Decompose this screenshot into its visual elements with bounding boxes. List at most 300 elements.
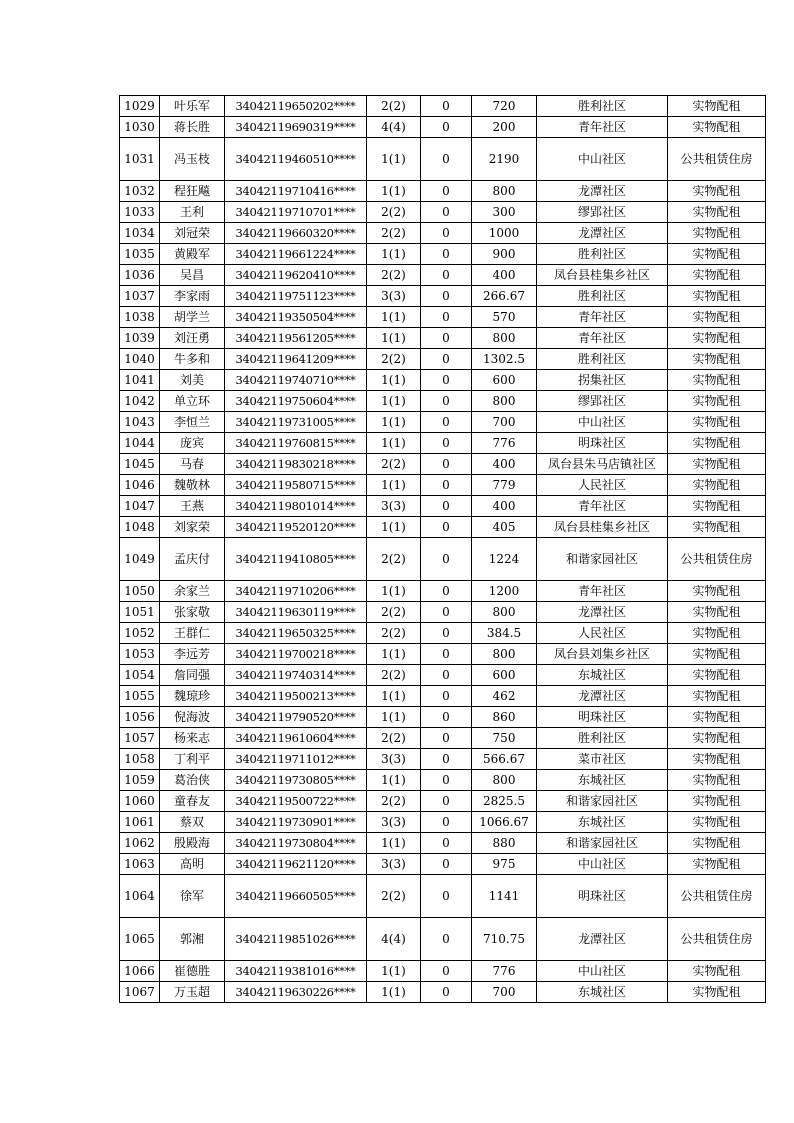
- row-number-cell: 1037: [120, 286, 160, 307]
- community-cell: 东城社区: [537, 982, 668, 1003]
- row-number-cell: 1052: [120, 623, 160, 644]
- id-number-cell: 34042119460510****: [225, 138, 367, 181]
- zero-value-cell: 0: [421, 707, 472, 728]
- community-cell: 龙潭社区: [537, 223, 668, 244]
- name-cell: 刘美: [160, 370, 225, 391]
- table-row: [120, 117, 766, 138]
- community-cell: 明珠社区: [537, 433, 668, 454]
- row-number-cell: 1045: [120, 454, 160, 475]
- allocation-type-cell: 实物配租: [668, 770, 766, 791]
- id-number-cell: 34042119610604****: [225, 728, 367, 749]
- row-number-cell: 1034: [120, 223, 160, 244]
- name-cell: 魏敬林: [160, 475, 225, 496]
- name-cell: 庞宾: [160, 433, 225, 454]
- name-cell: 刘冠荣: [160, 223, 225, 244]
- zero-value-cell: 0: [421, 433, 472, 454]
- household-size-cell: 1(1): [367, 433, 421, 454]
- amount-cell: 900: [472, 244, 537, 265]
- community-cell: 和谐家园社区: [537, 833, 668, 854]
- table-row: [120, 961, 766, 982]
- table-row: [120, 223, 766, 244]
- amount-cell: 2190: [472, 138, 537, 181]
- allocation-type-cell: 实物配租: [668, 665, 766, 686]
- household-size-cell: 2(2): [367, 202, 421, 223]
- id-number-cell: 34042119710701****: [225, 202, 367, 223]
- zero-value-cell: 0: [421, 349, 472, 370]
- table-row: [120, 370, 766, 391]
- amount-cell: 400: [472, 265, 537, 286]
- amount-cell: 200: [472, 117, 537, 138]
- household-size-cell: 2(2): [367, 96, 421, 117]
- household-size-cell: 2(2): [367, 791, 421, 812]
- table-row: [120, 749, 766, 770]
- zero-value-cell: 0: [421, 454, 472, 475]
- row-number-cell: 1050: [120, 581, 160, 602]
- amount-cell: 700: [472, 412, 537, 433]
- community-cell: 人民社区: [537, 623, 668, 644]
- amount-cell: 384.5: [472, 623, 537, 644]
- amount-cell: 1200: [472, 581, 537, 602]
- amount-cell: 266.67: [472, 286, 537, 307]
- row-number-cell: 1031: [120, 138, 160, 181]
- community-cell: 胜利社区: [537, 96, 668, 117]
- community-cell: 中山社区: [537, 412, 668, 433]
- household-size-cell: 1(1): [367, 644, 421, 665]
- zero-value-cell: 0: [421, 496, 472, 517]
- name-cell: 丁利平: [160, 749, 225, 770]
- table-row: [120, 581, 766, 602]
- amount-cell: 800: [472, 602, 537, 623]
- table-row: [120, 728, 766, 749]
- name-cell: 詹同强: [160, 665, 225, 686]
- row-number-cell: 1065: [120, 918, 160, 961]
- table-row: [120, 181, 766, 202]
- id-number-cell: 34042119661224****: [225, 244, 367, 265]
- household-size-cell: 4(4): [367, 117, 421, 138]
- community-cell: 凤台县刘集乡社区: [537, 644, 668, 665]
- household-size-cell: 1(1): [367, 328, 421, 349]
- name-cell: 蒋长胜: [160, 117, 225, 138]
- amount-cell: 2825.5: [472, 791, 537, 812]
- allocation-type-cell: 实物配租: [668, 833, 766, 854]
- row-number-cell: 1033: [120, 202, 160, 223]
- name-cell: 崔德胜: [160, 961, 225, 982]
- community-cell: 胜利社区: [537, 286, 668, 307]
- household-size-cell: 1(1): [367, 391, 421, 412]
- allocation-type-cell: 实物配租: [668, 433, 766, 454]
- zero-value-cell: 0: [421, 812, 472, 833]
- amount-cell: 566.67: [472, 749, 537, 770]
- id-number-cell: 34042119730804****: [225, 833, 367, 854]
- id-number-cell: 34042119790520****: [225, 707, 367, 728]
- name-cell: 殷殿海: [160, 833, 225, 854]
- community-cell: 东城社区: [537, 770, 668, 791]
- amount-cell: 720: [472, 96, 537, 117]
- allocation-type-cell: 实物配租: [668, 117, 766, 138]
- household-size-cell: 1(1): [367, 770, 421, 791]
- name-cell: 李远芳: [160, 644, 225, 665]
- zero-value-cell: 0: [421, 138, 472, 181]
- household-size-cell: 1(1): [367, 707, 421, 728]
- zero-value-cell: 0: [421, 475, 472, 496]
- id-number-cell: 34042119801014****: [225, 496, 367, 517]
- amount-cell: 300: [472, 202, 537, 223]
- amount-cell: 1141: [472, 875, 537, 918]
- household-size-cell: 2(2): [367, 454, 421, 475]
- community-cell: 中山社区: [537, 854, 668, 875]
- zero-value-cell: 0: [421, 749, 472, 770]
- community-cell: 菜市社区: [537, 749, 668, 770]
- household-size-cell: 1(1): [367, 517, 421, 538]
- allocation-type-cell: 实物配租: [668, 181, 766, 202]
- row-number-cell: 1040: [120, 349, 160, 370]
- zero-value-cell: 0: [421, 728, 472, 749]
- amount-cell: 1066.67: [472, 812, 537, 833]
- id-number-cell: 34042119750604****: [225, 391, 367, 412]
- zero-value-cell: 0: [421, 517, 472, 538]
- table-row: [120, 138, 766, 181]
- amount-cell: 1302.5: [472, 349, 537, 370]
- row-number-cell: 1066: [120, 961, 160, 982]
- zero-value-cell: 0: [421, 665, 472, 686]
- household-size-cell: 2(2): [367, 538, 421, 581]
- allocation-type-cell: 实物配租: [668, 749, 766, 770]
- allocation-type-cell: 实物配租: [668, 202, 766, 223]
- table-row: [120, 328, 766, 349]
- name-cell: 余家兰: [160, 581, 225, 602]
- row-number-cell: 1041: [120, 370, 160, 391]
- name-cell: 黄殿军: [160, 244, 225, 265]
- row-number-cell: 1051: [120, 602, 160, 623]
- name-cell: 万玉超: [160, 982, 225, 1003]
- id-number-cell: 34042119650325****: [225, 623, 367, 644]
- household-size-cell: 1(1): [367, 370, 421, 391]
- amount-cell: 462: [472, 686, 537, 707]
- zero-value-cell: 0: [421, 307, 472, 328]
- name-cell: 童春友: [160, 791, 225, 812]
- allocation-type-cell: 实物配租: [668, 475, 766, 496]
- community-cell: 明珠社区: [537, 707, 668, 728]
- id-number-cell: 34042119350504****: [225, 307, 367, 328]
- household-size-cell: 3(3): [367, 812, 421, 833]
- amount-cell: 400: [472, 454, 537, 475]
- zero-value-cell: 0: [421, 833, 472, 854]
- table-body: [120, 96, 766, 1003]
- id-number-cell: 34042119740710****: [225, 370, 367, 391]
- name-cell: 魏琼珍: [160, 686, 225, 707]
- row-number-cell: 1067: [120, 982, 160, 1003]
- table-row: [120, 349, 766, 370]
- community-cell: 凤台县桂集乡社区: [537, 517, 668, 538]
- zero-value-cell: 0: [421, 686, 472, 707]
- table-row: [120, 791, 766, 812]
- id-number-cell: 34042119620410****: [225, 265, 367, 286]
- id-number-cell: 34042119630226****: [225, 982, 367, 1003]
- community-cell: 胜利社区: [537, 728, 668, 749]
- name-cell: 吴昌: [160, 265, 225, 286]
- household-size-cell: 1(1): [367, 686, 421, 707]
- amount-cell: 750: [472, 728, 537, 749]
- name-cell: 倪海波: [160, 707, 225, 728]
- id-number-cell: 34042119710206****: [225, 581, 367, 602]
- amount-cell: 1000: [472, 223, 537, 244]
- row-number-cell: 1063: [120, 854, 160, 875]
- zero-value-cell: 0: [421, 265, 472, 286]
- zero-value-cell: 0: [421, 961, 472, 982]
- row-number-cell: 1058: [120, 749, 160, 770]
- id-number-cell: 34042119410805****: [225, 538, 367, 581]
- table-row: [120, 433, 766, 454]
- community-cell: 龙潭社区: [537, 686, 668, 707]
- zero-value-cell: 0: [421, 602, 472, 623]
- table-row: [120, 602, 766, 623]
- amount-cell: 779: [472, 475, 537, 496]
- allocation-type-cell: 实物配租: [668, 791, 766, 812]
- allocation-type-cell: 实物配租: [668, 307, 766, 328]
- zero-value-cell: 0: [421, 96, 472, 117]
- zero-value-cell: 0: [421, 412, 472, 433]
- id-number-cell: 34042119700218****: [225, 644, 367, 665]
- table-row: [120, 307, 766, 328]
- amount-cell: 1224: [472, 538, 537, 581]
- table-row: [120, 770, 766, 791]
- community-cell: 青年社区: [537, 581, 668, 602]
- amount-cell: 710.75: [472, 918, 537, 961]
- amount-cell: 800: [472, 328, 537, 349]
- table-row: [120, 244, 766, 265]
- table-row: [120, 854, 766, 875]
- id-number-cell: 34042119711012****: [225, 749, 367, 770]
- row-number-cell: 1060: [120, 791, 160, 812]
- table-row: [120, 665, 766, 686]
- row-number-cell: 1046: [120, 475, 160, 496]
- name-cell: 李家雨: [160, 286, 225, 307]
- household-size-cell: 3(3): [367, 749, 421, 770]
- allocation-type-cell: 实物配租: [668, 223, 766, 244]
- zero-value-cell: 0: [421, 370, 472, 391]
- community-cell: 青年社区: [537, 496, 668, 517]
- household-size-cell: 1(1): [367, 307, 421, 328]
- zero-value-cell: 0: [421, 791, 472, 812]
- zero-value-cell: 0: [421, 117, 472, 138]
- zero-value-cell: 0: [421, 223, 472, 244]
- row-number-cell: 1030: [120, 117, 160, 138]
- name-cell: 胡学兰: [160, 307, 225, 328]
- name-cell: 单立环: [160, 391, 225, 412]
- id-number-cell: 34042119730901****: [225, 812, 367, 833]
- table-row: [120, 538, 766, 581]
- table-row: [120, 707, 766, 728]
- row-number-cell: 1062: [120, 833, 160, 854]
- amount-cell: 776: [472, 433, 537, 454]
- id-number-cell: 34042119630119****: [225, 602, 367, 623]
- household-size-cell: 1(1): [367, 475, 421, 496]
- amount-cell: 800: [472, 644, 537, 665]
- household-size-cell: 2(2): [367, 602, 421, 623]
- household-size-cell: 1(1): [367, 181, 421, 202]
- allocation-type-cell: 实物配租: [668, 454, 766, 475]
- name-cell: 刘家荣: [160, 517, 225, 538]
- allocation-type-cell: 实物配租: [668, 728, 766, 749]
- id-number-cell: 34042119641209****: [225, 349, 367, 370]
- id-number-cell: 34042119580715****: [225, 475, 367, 496]
- row-number-cell: 1036: [120, 265, 160, 286]
- id-number-cell: 34042119650202****: [225, 96, 367, 117]
- household-size-cell: 2(2): [367, 728, 421, 749]
- row-number-cell: 1053: [120, 644, 160, 665]
- zero-value-cell: 0: [421, 202, 472, 223]
- allocation-type-cell: 实物配租: [668, 707, 766, 728]
- row-number-cell: 1061: [120, 812, 160, 833]
- allocation-type-cell: 公共租赁住房: [668, 538, 766, 581]
- zero-value-cell: 0: [421, 875, 472, 918]
- zero-value-cell: 0: [421, 623, 472, 644]
- name-cell: 王群仁: [160, 623, 225, 644]
- amount-cell: 600: [472, 370, 537, 391]
- id-number-cell: 34042119381016****: [225, 961, 367, 982]
- community-cell: 人民社区: [537, 475, 668, 496]
- row-number-cell: 1057: [120, 728, 160, 749]
- name-cell: 王利: [160, 202, 225, 223]
- id-number-cell: 34042119500213****: [225, 686, 367, 707]
- row-number-cell: 1049: [120, 538, 160, 581]
- table-row: [120, 202, 766, 223]
- row-number-cell: 1056: [120, 707, 160, 728]
- community-cell: 青年社区: [537, 328, 668, 349]
- allocation-type-cell: 实物配租: [668, 644, 766, 665]
- community-cell: 和谐家园社区: [537, 538, 668, 581]
- table-row: [120, 412, 766, 433]
- id-number-cell: 34042119760815****: [225, 433, 367, 454]
- household-size-cell: 1(1): [367, 833, 421, 854]
- id-number-cell: 34042119751123****: [225, 286, 367, 307]
- id-number-cell: 34042119621120****: [225, 854, 367, 875]
- row-number-cell: 1054: [120, 665, 160, 686]
- allocation-type-cell: 实物配租: [668, 961, 766, 982]
- amount-cell: 776: [472, 961, 537, 982]
- name-cell: 张家敬: [160, 602, 225, 623]
- community-cell: 明珠社区: [537, 875, 668, 918]
- table-row: [120, 918, 766, 961]
- table-row: [120, 812, 766, 833]
- community-cell: 龙潭社区: [537, 602, 668, 623]
- household-size-cell: 3(3): [367, 286, 421, 307]
- row-number-cell: 1039: [120, 328, 160, 349]
- allocation-type-cell: 实物配租: [668, 96, 766, 117]
- community-cell: 缪郢社区: [537, 202, 668, 223]
- row-number-cell: 1035: [120, 244, 160, 265]
- id-number-cell: 34042119660505****: [225, 875, 367, 918]
- table-row: [120, 286, 766, 307]
- name-cell: 冯玉枝: [160, 138, 225, 181]
- table-row: [120, 686, 766, 707]
- community-cell: 东城社区: [537, 812, 668, 833]
- table-row: [120, 833, 766, 854]
- name-cell: 程狂飚: [160, 181, 225, 202]
- amount-cell: 700: [472, 982, 537, 1003]
- name-cell: 叶乐军: [160, 96, 225, 117]
- id-number-cell: 34042119690319****: [225, 117, 367, 138]
- community-cell: 凤台县朱马店镇社区: [537, 454, 668, 475]
- row-number-cell: 1055: [120, 686, 160, 707]
- table-row: [120, 875, 766, 918]
- id-number-cell: 34042119561205****: [225, 328, 367, 349]
- household-size-cell: 1(1): [367, 138, 421, 181]
- amount-cell: 405: [472, 517, 537, 538]
- zero-value-cell: 0: [421, 244, 472, 265]
- allocation-type-cell: 实物配租: [668, 244, 766, 265]
- table-row: [120, 644, 766, 665]
- table-row: [120, 623, 766, 644]
- allocation-type-cell: 实物配租: [668, 391, 766, 412]
- community-cell: 胜利社区: [537, 349, 668, 370]
- row-number-cell: 1047: [120, 496, 160, 517]
- amount-cell: 570: [472, 307, 537, 328]
- zero-value-cell: 0: [421, 854, 472, 875]
- allocation-type-cell: 实物配租: [668, 265, 766, 286]
- allocation-type-cell: 实物配租: [668, 602, 766, 623]
- household-size-cell: 3(3): [367, 854, 421, 875]
- allocation-type-cell: 实物配租: [668, 686, 766, 707]
- household-size-cell: 1(1): [367, 961, 421, 982]
- community-cell: 东城社区: [537, 665, 668, 686]
- allocation-type-cell: 实物配租: [668, 517, 766, 538]
- id-number-cell: 34042119710416****: [225, 181, 367, 202]
- row-number-cell: 1048: [120, 517, 160, 538]
- table-row: [120, 496, 766, 517]
- community-cell: 青年社区: [537, 307, 668, 328]
- amount-cell: 800: [472, 181, 537, 202]
- name-cell: 葛治侠: [160, 770, 225, 791]
- id-number-cell: 34042119660320****: [225, 223, 367, 244]
- community-cell: 龙潭社区: [537, 918, 668, 961]
- community-cell: 胜利社区: [537, 244, 668, 265]
- household-size-cell: 1(1): [367, 244, 421, 265]
- household-size-cell: 3(3): [367, 496, 421, 517]
- household-size-cell: 2(2): [367, 265, 421, 286]
- row-number-cell: 1044: [120, 433, 160, 454]
- zero-value-cell: 0: [421, 538, 472, 581]
- zero-value-cell: 0: [421, 328, 472, 349]
- amount-cell: 600: [472, 665, 537, 686]
- id-number-cell: 34042119730805****: [225, 770, 367, 791]
- table-row: [120, 475, 766, 496]
- table-row: [120, 454, 766, 475]
- name-cell: 王燕: [160, 496, 225, 517]
- id-number-cell: 34042119851026****: [225, 918, 367, 961]
- zero-value-cell: 0: [421, 918, 472, 961]
- allocation-type-cell: 实物配租: [668, 328, 766, 349]
- zero-value-cell: 0: [421, 181, 472, 202]
- household-size-cell: 2(2): [367, 665, 421, 686]
- household-size-cell: 2(2): [367, 623, 421, 644]
- zero-value-cell: 0: [421, 770, 472, 791]
- household-size-cell: 2(2): [367, 349, 421, 370]
- household-size-cell: 4(4): [367, 918, 421, 961]
- household-size-cell: 2(2): [367, 223, 421, 244]
- allocation-type-cell: 公共租赁住房: [668, 918, 766, 961]
- row-number-cell: 1032: [120, 181, 160, 202]
- allocation-type-cell: 实物配租: [668, 412, 766, 433]
- community-cell: 缪郢社区: [537, 391, 668, 412]
- name-cell: 郭湘: [160, 918, 225, 961]
- community-cell: 中山社区: [537, 961, 668, 982]
- amount-cell: 800: [472, 391, 537, 412]
- community-cell: 青年社区: [537, 117, 668, 138]
- id-number-cell: 34042119740314****: [225, 665, 367, 686]
- amount-cell: 860: [472, 707, 537, 728]
- allocation-type-cell: 实物配租: [668, 982, 766, 1003]
